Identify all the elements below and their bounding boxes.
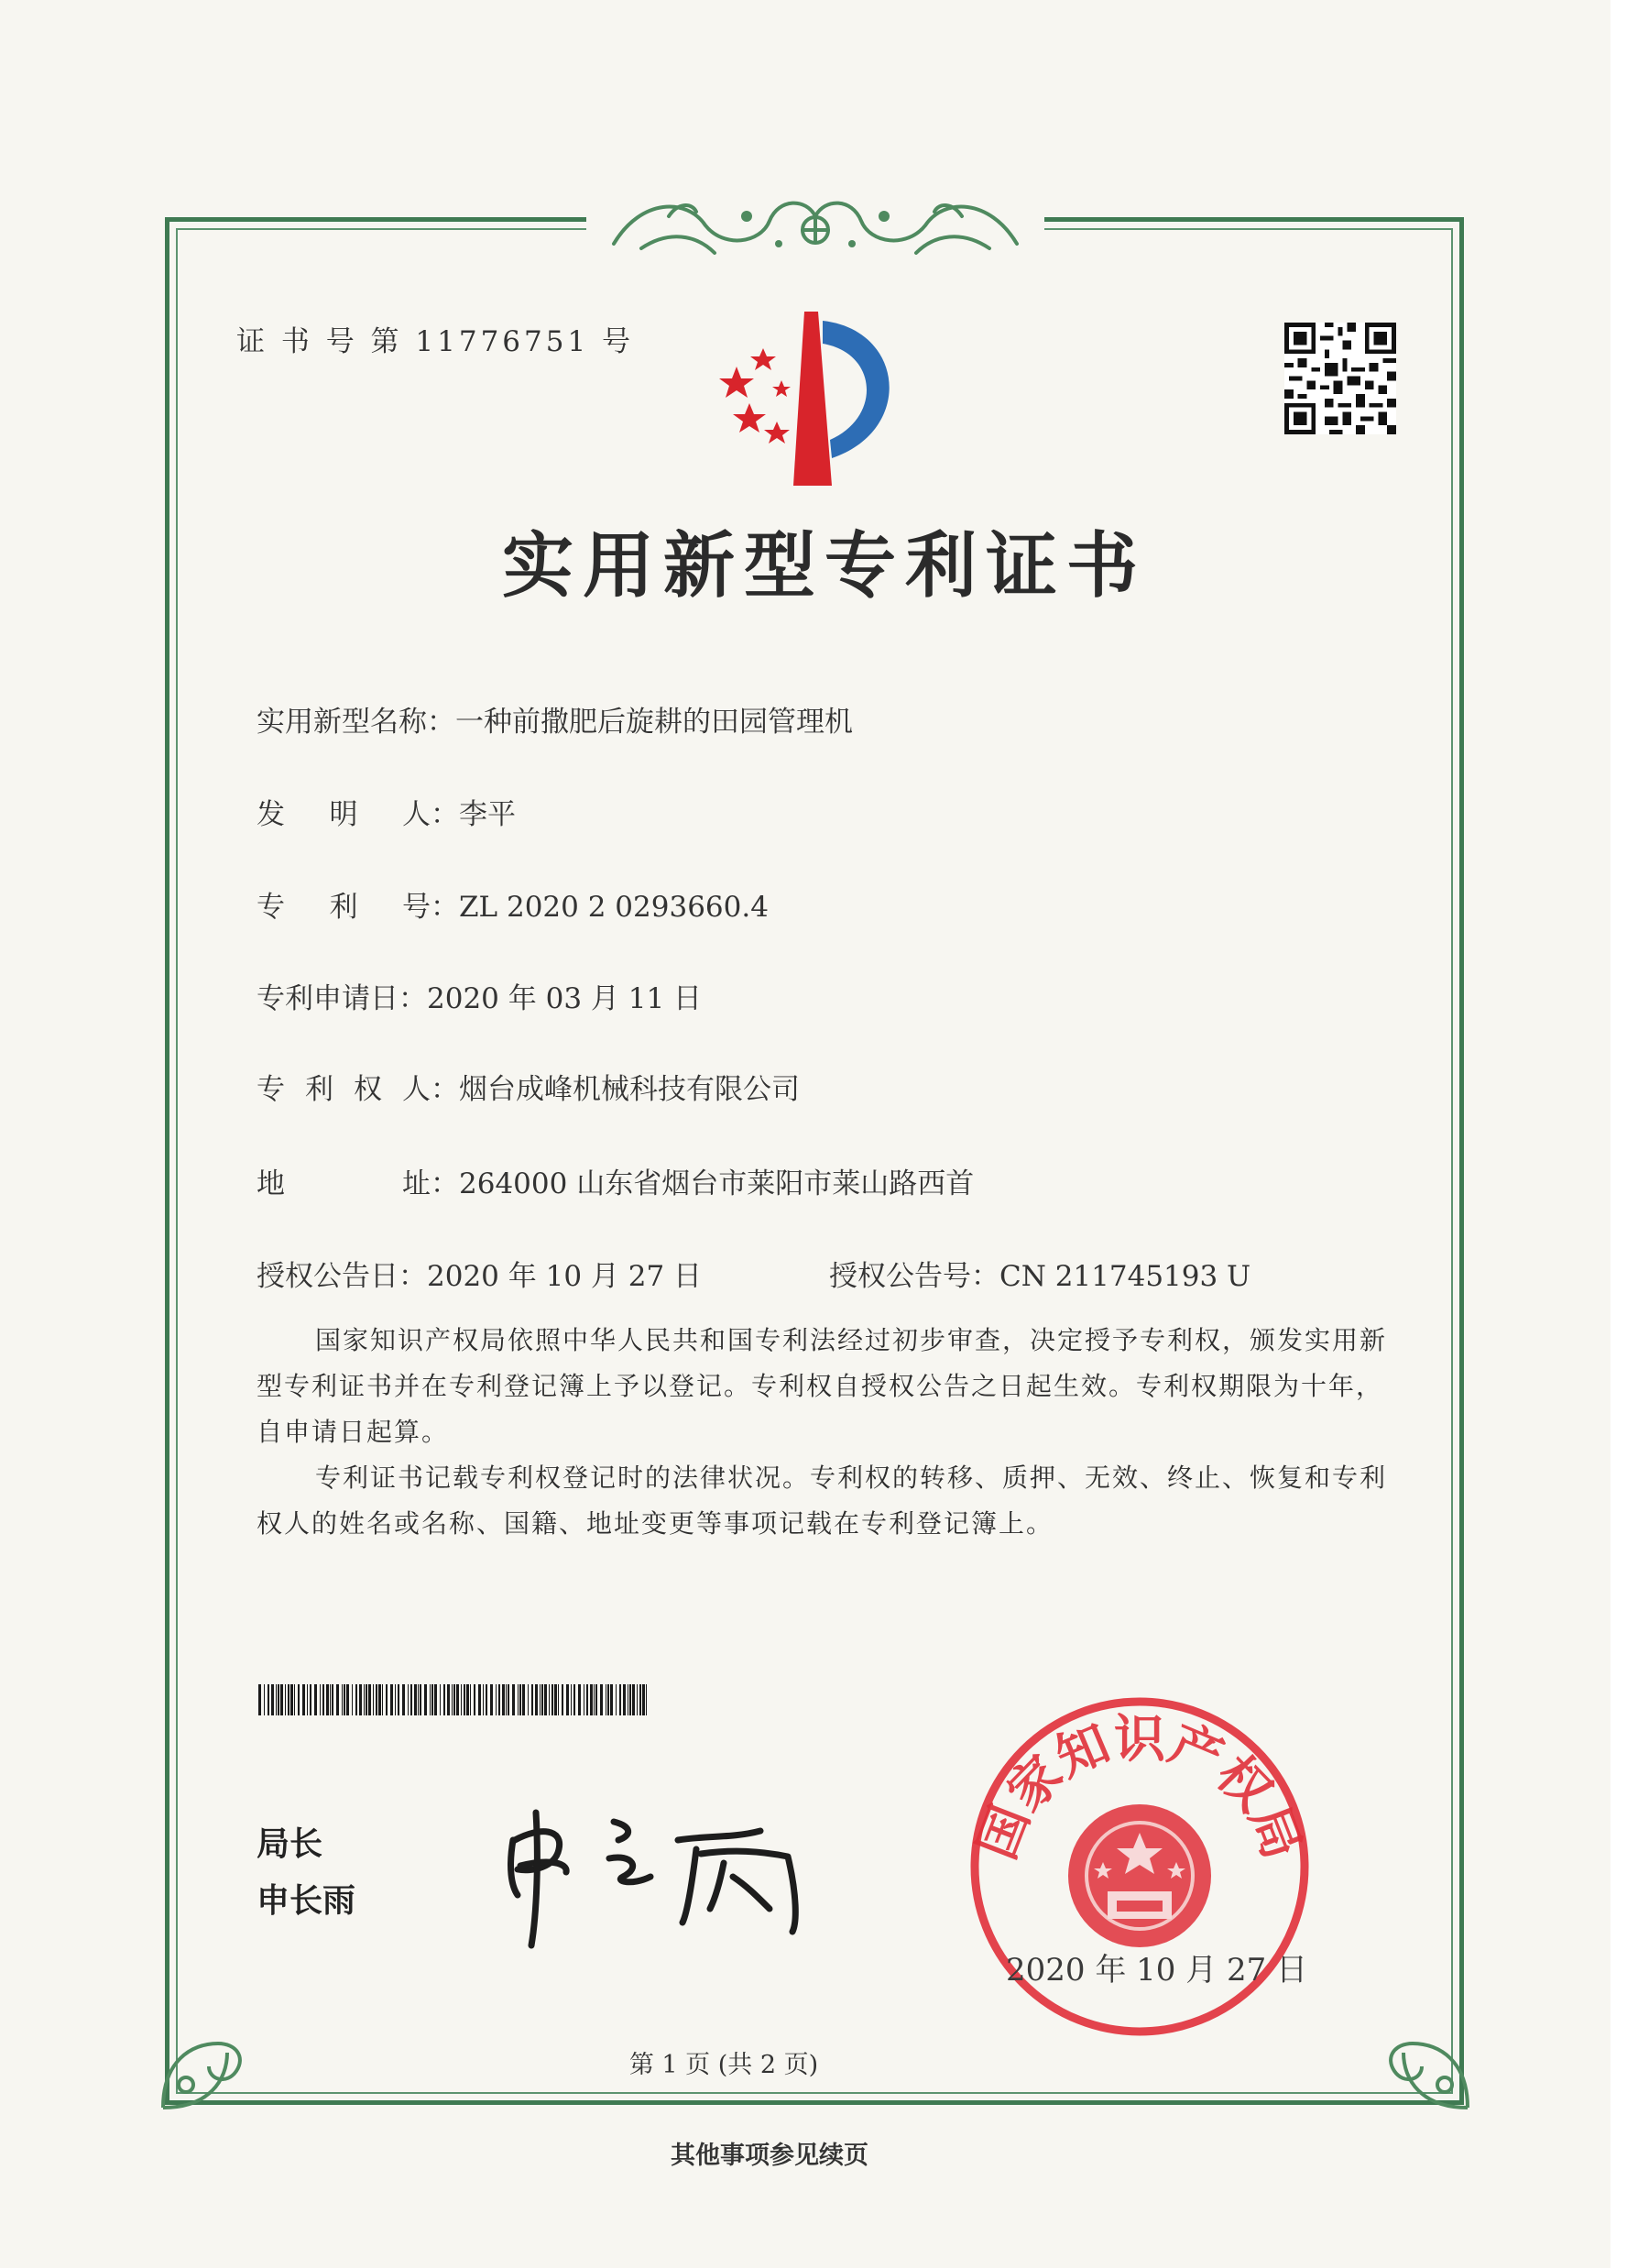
director-name: 申长雨 — [257, 1882, 356, 1920]
grant-number-value: CN 211745193 U — [999, 1260, 1251, 1293]
certificate-number: 证 书 号 第 11776751 号 — [236, 325, 635, 358]
see-continuation-note: 其他事项参见续页 — [671, 2142, 868, 2170]
qr-code-icon — [1284, 323, 1396, 434]
director-title: 局长 — [257, 1825, 323, 1863]
address-row: 地 址 ：264000 山东省烟台市莱阳市莱山路西首 — [257, 1160, 974, 1201]
legal-paragraph-1: 国家知识产权局依照中华人民共和国专利法经过初步审查，决定授予专利权，颁发实用新型专利证书并在专利登记簿上予以登记。专利权自授权公告之日起生效。专利权期限为十年，自申请日起算。 — [257, 1325, 1388, 1447]
legal-paragraph-2: 专利证书记载专利权登记时的法律状况。专利权的转移、质押、无效、终止、恢复和专利权人的姓名或名称、国籍、地址变更等事项记载在专利登记簿上。 — [257, 1463, 1388, 1539]
address-label: 地 址 — [257, 1167, 431, 1200]
application-date-label: 专利申请日： — [257, 982, 427, 1015]
application-date-row — [257, 975, 702, 1016]
director-signature-icon — [495, 1785, 843, 1959]
patentee-value: 烟台成峰机械科技有限公司 — [459, 1073, 800, 1106]
grant-date-value: 2020 年 10 月 27 日 — [427, 1260, 703, 1293]
utility-model-name-value: 一种前撒肥后旋耕的田园管理机 — [455, 706, 853, 739]
address-value: 264000 山东省烟台市莱阳市莱山路西首 — [459, 1167, 975, 1200]
grant-number-row — [829, 1253, 1250, 1294]
utility-model-name-row — [257, 698, 853, 740]
grant-number-label: 授权公告号： — [829, 1260, 999, 1293]
patent-number-label: 专 利 号 — [257, 891, 431, 924]
certificate-title: 实用新型专利证书 — [501, 525, 1147, 608]
utility-model-name-label: 实用新型名称： — [257, 706, 455, 739]
inventor-label: 发 明 人 — [257, 798, 431, 831]
page-number: 第 1 页 (共 2 页) — [628, 2051, 819, 2079]
patent-office-logo-icon — [694, 312, 933, 495]
official-seal-icon — [956, 1688, 1323, 2045]
grant-date-label: 授权公告日： — [257, 1260, 427, 1293]
inventor-value: 李平 — [459, 798, 516, 831]
patent-number-value: ZL 2020 2 0293660.4 — [459, 891, 769, 924]
seal-text: 国家知识产权局 — [966, 1710, 1313, 1868]
grant-date-row — [257, 1253, 702, 1294]
scan-margin — [1611, 0, 1649, 2268]
application-date-value: 2020 年 03 月 11 日 — [427, 982, 703, 1015]
barcode-icon — [258, 1684, 650, 1715]
inventor-row: 发 明 人 ：李平 — [257, 791, 516, 832]
seal-date: 2020 年 10 月 27 日 — [1006, 1952, 1308, 1989]
patent-number-row: 专 利 号 ：ZL 2020 2 0293660.4 — [257, 883, 769, 925]
patentee-label: 专 利 权 人 — [257, 1073, 431, 1106]
top-ornament-icon — [586, 180, 1044, 262]
patentee-row: 专 利 权 人 ：烟台成峰机械科技有限公司 — [257, 1066, 800, 1107]
